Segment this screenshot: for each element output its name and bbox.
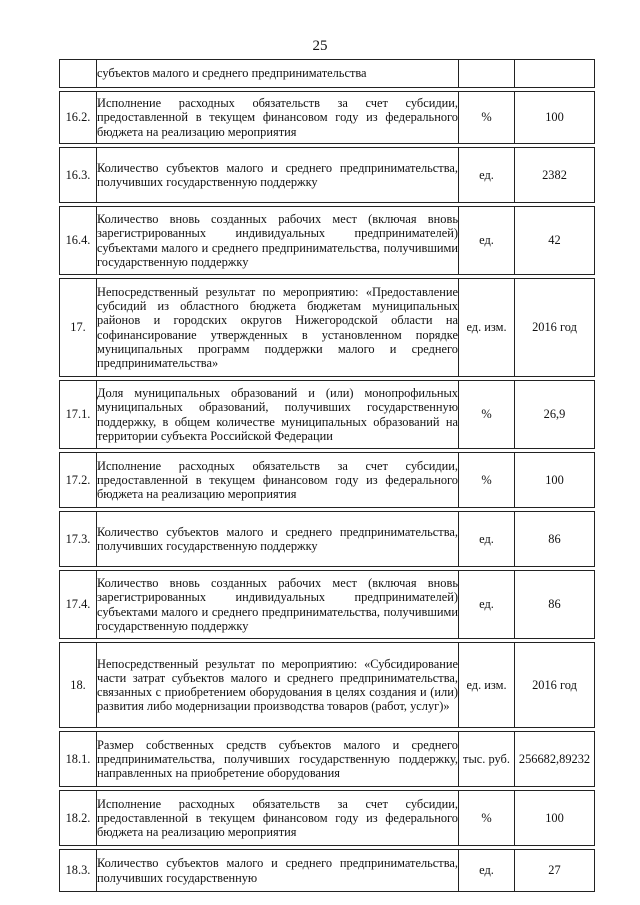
row-number-cell [60,60,97,88]
row-number-cell: 18.2. [60,791,97,846]
value-cell: 256682,89232 [515,732,595,787]
page-number: 25 [312,38,328,54]
table-row [60,850,595,892]
table-row [60,453,595,508]
indicator-description-cell: Количество субъектов малого и среднего предпринимательства, получивших государственную поддержку [97,148,459,203]
table-row [60,732,595,787]
indicator-description-cell: Непосредственный результат по мероприятию: «Субсидирование части затрат субъектов малого и среднего предпринимательства, связанных с приобретением оборудования в целях создания и (или) развития либо модернизации производства товаров (работ, услуг)» [97,643,459,728]
unit-cell: % [459,453,515,508]
value-cell: 27 [515,850,595,892]
indicator-description-cell: Размер собственных средств субъектов малого и среднего предпринимательства, получивших государственную поддержку, направленных на приобретение оборудования [97,732,459,787]
indicator-description-cell: Исполнение расходных обязательств за счет субсидии, предоставленной в текущем финансовом году из федерального бюджета на реализацию мероприятия [97,453,459,508]
indicator-description-cell: Непосредственный результат по мероприятию: «Предоставление субсидий из областного бюджета бюджетам муниципальных районов и городских округов Нижегородской области на софинансирование утвержденных в установленном порядке муниципальных программ поддержки малого и среднего предпринимательства» [97,279,459,377]
value-cell: 100 [515,791,595,846]
unit-cell: ед. [459,512,515,567]
indicator-description-cell: Исполнение расходных обязательств за счет субсидии, предоставленной в текущем финансовом году из федерального бюджета на реализацию мероприятия [97,92,459,144]
indicator-description-cell: Количество вновь созданных рабочих мест (включая вновь зарегистрированных индивидуальных предпринимателей) субъектами малого и среднего предпринимательства, получившими государственную поддержку [97,571,459,639]
table-row [60,791,595,846]
row-number-cell: 18. [60,643,97,728]
table-row [60,381,595,449]
value-cell: 42 [515,207,595,275]
unit-cell: % [459,92,515,144]
value-cell: 26,9 [515,381,595,449]
unit-cell: % [459,791,515,846]
value-cell: 2016 год [515,643,595,728]
row-number-cell: 16.3. [60,148,97,203]
unit-cell: ед. [459,571,515,639]
unit-cell: ед. изм. [459,643,515,728]
row-number-cell: 16.2. [60,92,97,144]
unit-cell: ед. [459,207,515,275]
unit-cell: тыс. руб. [459,732,515,787]
table-row [60,643,595,728]
row-number-cell: 17.2. [60,453,97,508]
indicator-description-cell: Исполнение расходных обязательств за счет субсидии, предоставленной в текущем финансовом году из федерального бюджета на реализацию мероприятия [97,791,459,846]
value-cell [515,60,595,88]
table-row [60,148,595,203]
value-cell: 100 [515,92,595,144]
value-cell: 2016 год [515,279,595,377]
table-row [60,60,595,88]
table-row [60,92,595,144]
unit-cell: ед. изм. [459,279,515,377]
row-number-cell: 17.4. [60,571,97,639]
indicator-description-cell: субъектов малого и среднего предпринимательства [97,60,459,88]
indicator-description-cell: Доля муниципальных образований и (или) монопрофильных муниципальных образований, получивших государственную поддержку, в общем количестве муниципальных образований на территории субъекта Российской Федерации [97,381,459,449]
table-row [60,279,595,377]
row-number-cell: 18.1. [60,732,97,787]
indicator-description-cell: Количество субъектов малого и среднего предпринимательства, получивших государственную [97,850,459,892]
row-number-cell: 17.1. [60,381,97,449]
table-row [60,512,595,567]
row-number-cell: 18.3. [60,850,97,892]
unit-cell: ед. [459,148,515,203]
indicator-description-cell: Количество субъектов малого и среднего предпринимательства, получивших государственную поддержку [97,512,459,567]
indicator-description-cell: Количество вновь созданных рабочих мест (включая вновь зарегистрированных индивидуальных предпринимателей) субъектами малого и среднего предпринимательства, получившими государственную поддержку [97,207,459,275]
row-number-cell: 17. [60,279,97,377]
unit-cell: % [459,381,515,449]
row-number-cell: 16.4. [60,207,97,275]
unit-cell: ед. [459,850,515,892]
value-cell: 86 [515,571,595,639]
value-cell: 86 [515,512,595,567]
table-row [60,207,595,275]
value-cell: 100 [515,453,595,508]
value-cell: 2382 [515,148,595,203]
row-number-cell: 17.3. [60,512,97,567]
indicators-table [59,59,595,892]
table-row [60,571,595,639]
unit-cell [459,60,515,88]
